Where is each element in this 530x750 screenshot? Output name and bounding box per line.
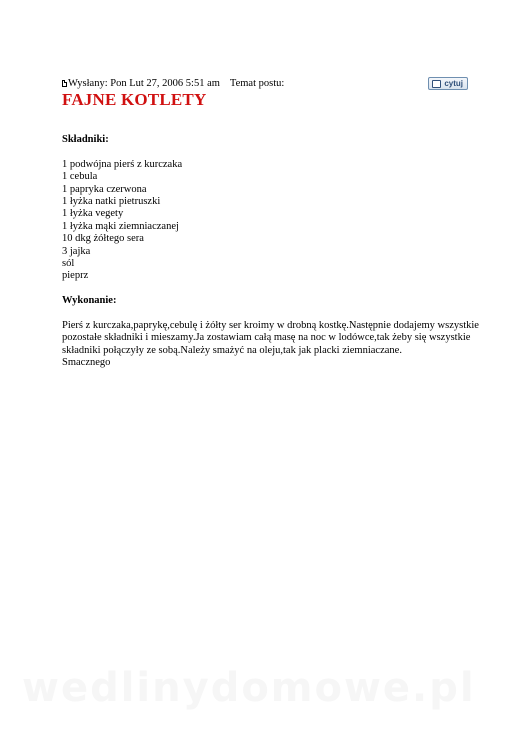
ingredient-item: 1 łyżka mąki ziemniaczanej xyxy=(62,220,179,232)
ingredient-item: sól xyxy=(62,258,75,270)
document-icon xyxy=(62,80,67,87)
closing-text: Smacznego xyxy=(62,357,111,369)
subject-label: Temat postu: xyxy=(229,78,285,89)
ingredient-item: 3 jajka xyxy=(62,245,91,257)
method-heading: Wykonanie: xyxy=(62,295,117,307)
spacer xyxy=(62,146,482,158)
post-body xyxy=(62,134,482,370)
ingredient-item: 1 papryka czerwona xyxy=(62,183,147,195)
recipe-title: FAJNE KOTLETY xyxy=(62,90,207,109)
spacer xyxy=(62,308,482,320)
method-text: Pierś z kurczaka,paprykę,cebulę i żółty ser kroimy w drobną kostkę.Następnie dodajemy wszystkie pozostałe składniki i mieszamy.Ja zostawiam całą masę na noc w lodówce,tak żeby się wszystkie składniki połączyły ze sobą.Należy smażyć na oleju,tak jak placki ziemniaczane. xyxy=(62,320,479,356)
ingredient-item: 1 łyżka vegety xyxy=(62,208,124,220)
quote-button-label: cytuj xyxy=(444,79,463,88)
ingredient-item: 1 podwójna pierś z kurczaka xyxy=(62,158,183,170)
quote-button[interactable] xyxy=(428,77,468,90)
posted-date: Wysłany: Pon Lut 27, 2006 5:51 am xyxy=(68,78,220,89)
ingredient-item: 1 łyżka natki pietruszki xyxy=(62,196,161,208)
post-header xyxy=(62,77,468,91)
quote-icon xyxy=(432,80,441,88)
ingredient-item: pieprz xyxy=(62,270,89,282)
ingredient-item: 10 dkg żółtego sera xyxy=(62,233,144,245)
spacer xyxy=(62,283,482,295)
site-watermark: wedlinydomowe.pl xyxy=(22,665,476,711)
ingredients-list xyxy=(62,159,482,283)
ingredients-heading: Składniki: xyxy=(62,134,109,145)
ingredient-item: 1 cebula xyxy=(62,171,98,183)
